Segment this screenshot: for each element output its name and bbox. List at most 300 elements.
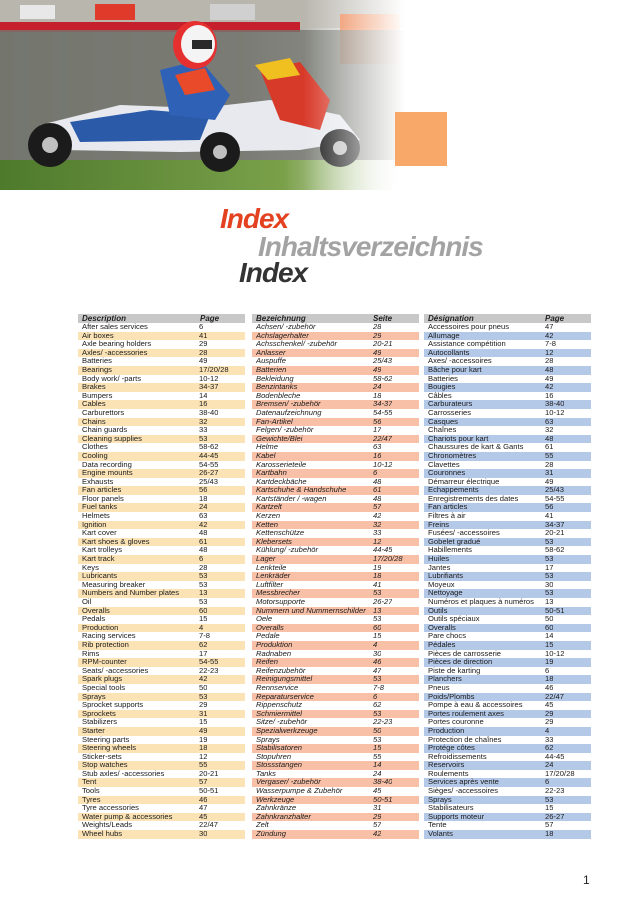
entry-page: 12	[199, 752, 208, 761]
entry-label: Achsschenkel/ -zubehör	[256, 340, 338, 349]
entry-label: Supports moteur	[428, 812, 485, 821]
index-row	[78, 796, 245, 805]
entry-page: 60	[199, 606, 208, 615]
entry-label: Bearings	[82, 365, 112, 374]
entry-label: Axes/ -accessoires	[428, 357, 492, 366]
entry-page: 56	[373, 417, 382, 426]
entry-page: 22/47	[373, 434, 393, 443]
entry-label: Pédales	[428, 640, 456, 649]
entry-page: 50	[199, 683, 208, 692]
entry-page: 6	[373, 692, 378, 701]
entry-page: 54-55	[199, 658, 219, 667]
entry-page: 42	[373, 512, 382, 521]
entry-label: Nettoyage	[428, 589, 463, 598]
index-row	[252, 598, 419, 607]
entry-page: 53	[545, 537, 554, 546]
entry-page: 62	[373, 701, 382, 710]
entry-page: 62	[545, 744, 554, 753]
entry-label: Accessoires pour pneus	[428, 323, 510, 331]
index-row	[424, 650, 591, 659]
entry-page: 6	[545, 778, 550, 787]
entry-page: 44-45	[199, 451, 219, 460]
index-row	[78, 469, 245, 478]
entry-page: 22/47	[545, 692, 565, 701]
title-german: Inhaltsverzeichnis	[258, 231, 483, 262]
entry-page: 17	[199, 649, 208, 658]
entry-label: Sticker-sets	[82, 752, 122, 761]
entry-page: 33	[373, 529, 382, 538]
index-row	[424, 684, 591, 693]
index-row	[252, 366, 419, 375]
entry-label: Casques	[428, 417, 458, 426]
entry-label: Felgen/ -zubehör	[256, 426, 314, 435]
entry-page: 45	[545, 701, 554, 710]
entry-label: Sprays	[428, 795, 452, 804]
index-row	[252, 744, 419, 753]
index-row	[424, 830, 591, 839]
entry-page: 63	[199, 512, 208, 521]
entry-label: Klebersets	[256, 537, 292, 546]
entry-page: 14	[199, 391, 208, 400]
entry-label: Batteries	[428, 374, 458, 383]
entry-page: 57	[373, 503, 382, 512]
entry-label: Axle bearing holders	[82, 340, 152, 349]
index-row	[252, 710, 419, 719]
entry-label: Production	[428, 726, 465, 735]
entry-page: 33	[545, 735, 554, 744]
index-row	[424, 658, 591, 667]
entry-label: Spark plugs	[82, 675, 123, 684]
entry-page: 50	[545, 615, 554, 624]
entry-page: 26-27	[199, 469, 219, 478]
entry-label: Protection de chaînes	[428, 735, 502, 744]
entry-label: Reifenzubehör	[256, 666, 306, 675]
entry-label: Steering wheels	[82, 744, 137, 753]
header-label: Bezeichnung	[256, 314, 306, 323]
index-column-german	[252, 314, 419, 839]
entry-page: 16	[545, 391, 554, 400]
entry-label: Benzintanks	[256, 383, 298, 392]
index-row	[78, 693, 245, 702]
entry-page: 16	[199, 400, 208, 409]
entry-label: Kartschuhe & Handschuhe	[256, 486, 347, 495]
index-row	[78, 529, 245, 538]
entry-page: 18	[545, 830, 554, 839]
index-row	[252, 667, 419, 676]
entry-label: Moyeux	[428, 580, 455, 589]
entry-label: Helmets	[82, 512, 110, 521]
entry-label: Body work/ -parts	[82, 374, 142, 383]
entry-label: Lubrifiants	[428, 572, 464, 581]
entry-page: 30	[545, 580, 554, 589]
entry-label: Oil	[82, 598, 92, 606]
entry-page: 53	[199, 598, 208, 606]
entry-page: 42	[545, 383, 554, 392]
index-row	[424, 392, 591, 401]
index-row	[252, 486, 419, 495]
index-row	[252, 357, 419, 366]
index-row	[78, 392, 245, 401]
index-row	[424, 529, 591, 538]
entry-label: Motorsupporte	[256, 598, 305, 606]
entry-label: After sales services	[82, 323, 148, 331]
index-row	[252, 332, 419, 341]
index-row	[424, 675, 591, 684]
entry-page: 53	[545, 555, 554, 564]
entry-page: 60	[545, 623, 554, 632]
entry-label: Tyre accessories	[82, 804, 139, 813]
index-row	[252, 349, 419, 358]
index-row	[78, 607, 245, 616]
index-row	[252, 546, 419, 555]
entry-label: Reparaturservice	[256, 692, 314, 701]
index-row	[424, 572, 591, 581]
entry-page: 63	[545, 417, 554, 426]
index-row	[424, 589, 591, 598]
entry-label: Tanks	[256, 769, 276, 778]
index-row	[424, 564, 591, 573]
index-row	[252, 435, 419, 444]
entry-page: 28	[373, 323, 382, 331]
entry-label: Achslagerhalter	[256, 331, 309, 340]
index-row	[78, 813, 245, 822]
index-row	[424, 332, 591, 341]
entry-label: Zahnkränze	[256, 804, 297, 813]
entry-page: 50-51	[199, 787, 219, 796]
index-row	[78, 400, 245, 409]
entry-page: 18	[373, 391, 382, 400]
entry-label: Reifen	[256, 658, 278, 667]
entry-page: 7-8	[199, 632, 210, 641]
index-row	[252, 615, 419, 624]
index-row	[78, 323, 245, 332]
index-row	[78, 443, 245, 452]
index-row	[424, 366, 591, 375]
entry-label: RPM-counter	[82, 658, 127, 667]
index-row	[424, 727, 591, 736]
index-row	[78, 787, 245, 796]
index-row	[424, 770, 591, 779]
index-row	[78, 564, 245, 573]
index-row	[424, 796, 591, 805]
entry-page: 62	[199, 640, 208, 649]
index-row	[78, 555, 245, 564]
column-header	[78, 314, 245, 323]
entry-label: Gobelet gradué	[428, 537, 481, 546]
entry-page: 31	[545, 469, 554, 478]
index-row	[424, 443, 591, 452]
entry-label: Starter	[82, 726, 105, 735]
index-row	[252, 426, 419, 435]
entry-page: 42	[199, 520, 208, 529]
index-row	[424, 383, 591, 392]
entry-label: Clothes	[82, 443, 108, 452]
entry-page: 48	[545, 434, 554, 443]
index-row	[424, 469, 591, 478]
entry-label: Pedals	[82, 615, 106, 624]
index-row	[78, 615, 245, 624]
index-row	[424, 787, 591, 796]
entry-label: Oele	[256, 615, 273, 624]
header-page: Seite	[373, 314, 393, 323]
index-row	[424, 667, 591, 676]
entry-label: Cooling	[82, 451, 108, 460]
entry-page: 53	[373, 675, 382, 684]
entry-page: 53	[373, 615, 382, 624]
entry-page: 19	[545, 658, 554, 667]
entry-page: 49	[373, 348, 382, 357]
entry-label: Gewichte/Blei	[256, 434, 303, 443]
entry-label: Reservoirs	[428, 761, 465, 770]
entry-page: 29	[545, 709, 554, 718]
entry-label: Freins	[428, 520, 450, 529]
index-row	[424, 761, 591, 770]
index-row	[424, 538, 591, 547]
index-row	[252, 650, 419, 659]
entry-page: 46	[199, 795, 208, 804]
index-row	[252, 796, 419, 805]
entry-page: 31	[373, 804, 382, 813]
entry-page: 61	[199, 537, 208, 546]
entry-page: 41	[199, 331, 208, 340]
index-row	[252, 529, 419, 538]
entry-label: Sièges/ -accessoires	[428, 787, 499, 796]
index-row	[252, 400, 419, 409]
entry-page: 24	[373, 383, 382, 392]
entry-page: 34-37	[373, 400, 393, 409]
kart-photo-graphic	[0, 0, 405, 190]
entry-page: 6	[545, 666, 550, 675]
index-row	[78, 736, 245, 745]
index-row	[424, 581, 591, 590]
entry-page: 13	[373, 606, 382, 615]
index-row	[424, 753, 591, 762]
index-row	[424, 323, 591, 332]
index-row	[78, 804, 245, 813]
entry-page: 19	[199, 735, 208, 744]
index-row	[424, 435, 591, 444]
entry-label: Refroidissements	[428, 752, 487, 761]
entry-label: Tools	[82, 787, 100, 796]
entry-page: 22-23	[199, 666, 219, 675]
entry-label: Messbrecher	[256, 589, 300, 598]
entry-label: Kart shoes & gloves	[82, 537, 150, 546]
entry-label: Fan articles	[82, 486, 122, 495]
index-row	[78, 418, 245, 427]
entry-page: 42	[545, 331, 554, 340]
entry-page: 49	[545, 477, 554, 486]
index-row	[252, 761, 419, 770]
entry-label: Planchers	[428, 675, 462, 684]
entry-page: 45	[373, 787, 382, 796]
index-row	[78, 589, 245, 598]
title-english: Index	[220, 203, 289, 234]
entry-label: Overalls	[256, 623, 284, 632]
index-row	[424, 632, 591, 641]
entry-page: 60	[373, 623, 382, 632]
index-row	[78, 375, 245, 384]
entry-page: 54-55	[545, 494, 565, 503]
entry-label: Special tools	[82, 683, 126, 692]
entry-page: 42	[199, 675, 208, 684]
index-row	[78, 546, 245, 555]
entry-label: Helme	[256, 443, 278, 452]
entry-page: 19	[373, 563, 382, 572]
index-row	[252, 589, 419, 598]
entry-page: 53	[373, 589, 382, 598]
entry-label: Weights/Leads	[82, 821, 133, 830]
index-row	[424, 718, 591, 727]
entry-page: 29	[199, 701, 208, 710]
entry-page: 12	[545, 348, 554, 357]
index-row	[252, 641, 419, 650]
index-row	[424, 607, 591, 616]
index-row	[424, 701, 591, 710]
index-row	[78, 340, 245, 349]
index-row	[424, 512, 591, 521]
entry-label: Wheel hubs	[82, 830, 123, 839]
entry-page: 48	[199, 546, 208, 555]
entry-page: 28	[545, 460, 554, 469]
entry-page: 54-55	[199, 460, 219, 469]
entry-label: Measuring breaker	[82, 580, 146, 589]
entry-label: Lager	[256, 555, 276, 564]
entry-page: 53	[545, 795, 554, 804]
entry-label: Cables	[82, 400, 106, 409]
entry-label: Overalls	[428, 623, 456, 632]
entry-label: Stub axles/ -accessories	[82, 769, 165, 778]
index-row	[424, 804, 591, 813]
entry-label: Kartdeckbäche	[256, 477, 307, 486]
entry-label: Habillements	[428, 546, 472, 555]
entry-label: Cleaning supplies	[82, 434, 142, 443]
index-row	[78, 366, 245, 375]
entry-label: Pièces de direction	[428, 658, 493, 667]
entry-page: 28	[199, 348, 208, 357]
entry-page: 28	[545, 357, 554, 366]
entry-label: Assistance compétition	[428, 340, 506, 349]
entry-label: Sprockets	[82, 709, 116, 718]
entry-label: Steering parts	[82, 735, 130, 744]
entry-label: Tyres	[82, 795, 101, 804]
entry-page: 14	[545, 632, 554, 641]
entry-page: 34-37	[545, 520, 565, 529]
entry-label: Rims	[82, 649, 100, 658]
entry-page: 53	[199, 434, 208, 443]
entry-label: Services après vente	[428, 778, 499, 787]
entry-page: 10-12	[545, 649, 565, 658]
entry-page: 16	[373, 451, 382, 460]
entry-page: 17	[545, 563, 554, 572]
entry-label: Exhausts	[82, 477, 114, 486]
index-row	[78, 753, 245, 762]
entry-label: Chains	[82, 417, 106, 426]
entry-label: Air boxes	[82, 331, 114, 340]
index-row	[252, 452, 419, 461]
entry-label: Sprays	[82, 692, 106, 701]
entry-page: 28	[199, 563, 208, 572]
index-row	[424, 710, 591, 719]
index-row	[252, 512, 419, 521]
index-row	[424, 624, 591, 633]
header-page: Page	[200, 314, 220, 323]
entry-label: Outils spéciaux	[428, 615, 480, 624]
index-row	[252, 813, 419, 822]
entry-label: Vergaser/ -zubehör	[256, 778, 321, 787]
entry-label: Sprocket supports	[82, 701, 144, 710]
index-row	[424, 418, 591, 427]
index-row	[78, 718, 245, 727]
entry-page: 22-23	[373, 718, 393, 727]
entry-label: Spezialwerkzeuge	[256, 726, 318, 735]
index-row	[424, 546, 591, 555]
entry-page: 48	[199, 529, 208, 538]
entry-page: 20-21	[373, 340, 393, 349]
index-row	[252, 778, 419, 787]
entry-page: 56	[545, 503, 554, 512]
entry-label: Overalls	[82, 606, 110, 615]
index-row	[252, 409, 419, 418]
entry-label: Anlasser	[256, 348, 286, 357]
entry-page: 33	[199, 426, 208, 435]
index-row	[78, 624, 245, 633]
index-row	[78, 495, 245, 504]
entry-label: Piste de karting	[428, 666, 481, 675]
entry-label: Brakes	[82, 383, 106, 392]
entry-label: Production	[82, 623, 119, 632]
entry-page: 18	[199, 744, 208, 753]
entry-label: Portes roulement axes	[428, 709, 504, 718]
entry-label: Bougies	[428, 383, 456, 392]
entry-page: 4	[545, 726, 550, 735]
index-row	[424, 400, 591, 409]
index-row	[78, 452, 245, 461]
entry-page: 50	[373, 726, 382, 735]
entry-page: 50-51	[545, 606, 565, 615]
entry-label: Zündung	[256, 830, 286, 839]
entry-page: 53	[373, 735, 382, 744]
index-row	[252, 375, 419, 384]
entry-page: 38-40	[199, 408, 219, 417]
entry-label: Batterien	[256, 365, 287, 374]
index-row	[252, 658, 419, 667]
entry-label: Kartzelt	[256, 503, 282, 512]
index-row	[424, 452, 591, 461]
entry-label: Racing services	[82, 632, 136, 641]
entry-label: Clavettes	[428, 460, 460, 469]
index-row	[424, 486, 591, 495]
index-row	[78, 486, 245, 495]
entry-page: 10-12	[373, 460, 393, 469]
entry-label: Fan articles	[428, 503, 468, 512]
index-row	[424, 555, 591, 564]
index-row	[252, 675, 419, 684]
entry-page: 18	[373, 572, 382, 581]
entry-label: Roulements	[428, 769, 469, 778]
index-row	[252, 727, 419, 736]
entry-page: 47	[199, 804, 208, 813]
index-row	[78, 701, 245, 710]
entry-label: Numéros et plaques à numéros	[428, 598, 534, 606]
entry-label: Bâche pour kart	[428, 365, 482, 374]
entry-label: Bumpers	[82, 391, 113, 400]
entry-page: 15	[373, 744, 382, 753]
entry-page: 24	[545, 761, 554, 770]
entry-label: Rippenschutz	[256, 701, 303, 710]
index-row	[78, 503, 245, 512]
entry-page: 12	[373, 537, 382, 546]
header-label: Description	[82, 314, 127, 323]
